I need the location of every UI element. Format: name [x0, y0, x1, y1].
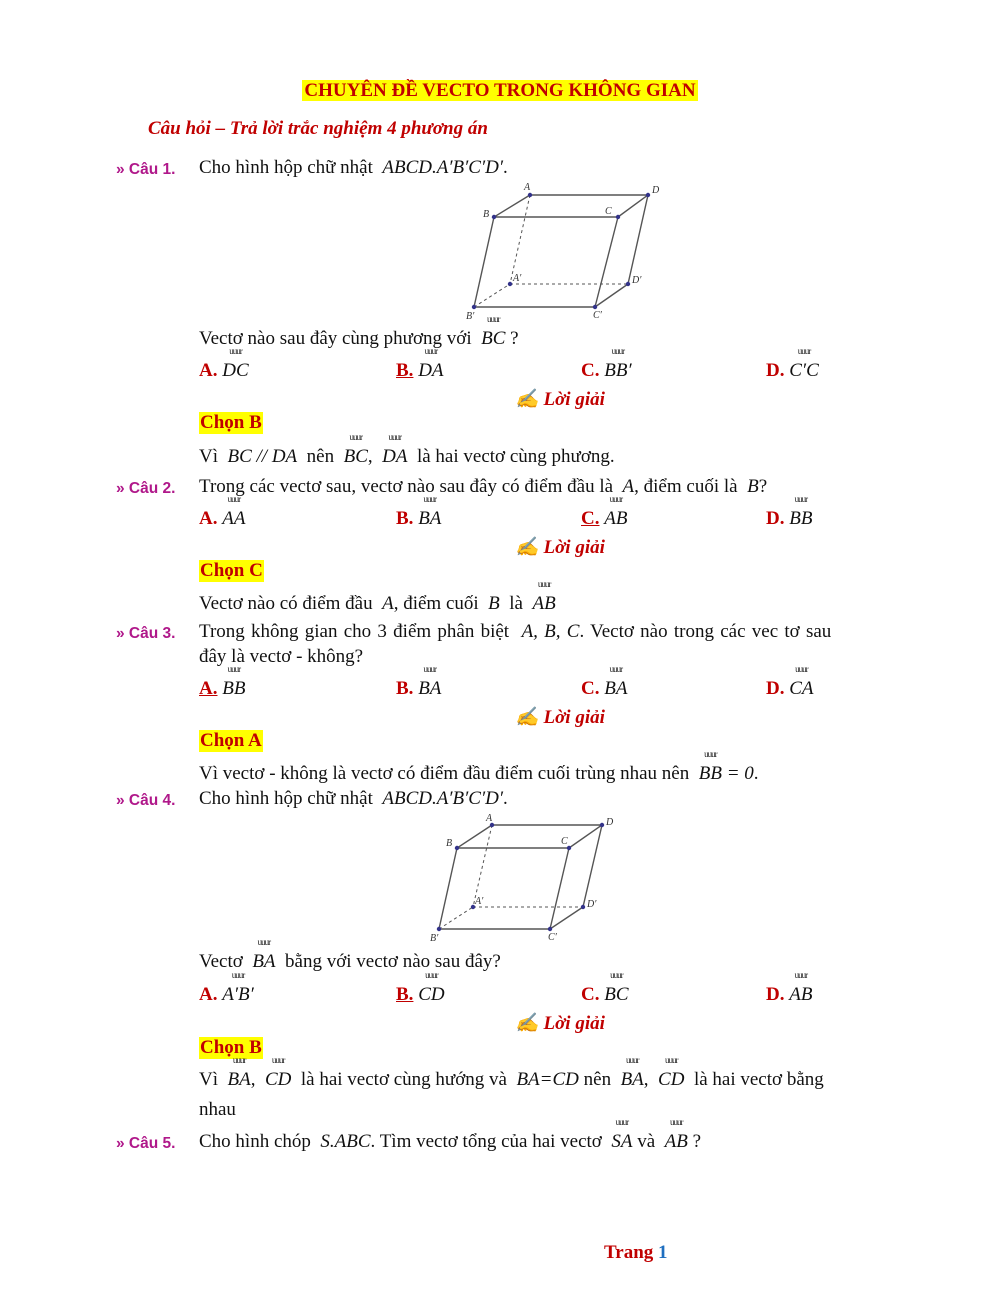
question-4-text: Cho hình hộp chữ nhật ABCD.A′B′C′D′.	[199, 788, 508, 809]
fig2-label-c: C	[561, 836, 568, 847]
question-3-text: Trong không gian cho 3 điểm phân biệt A, B, C. Vectơ nào trong các vec tơ sau	[199, 621, 832, 642]
fig1-label-a2: A′	[513, 273, 522, 284]
fig2-label-d: D	[606, 817, 614, 828]
fig2-label-b2: B′	[430, 933, 439, 944]
question-5-label: » Câu 5.	[116, 1135, 176, 1152]
question-4-ask: Vectơ uuur BA bằng với vectơ nào sau đây?	[199, 951, 501, 973]
q3-option-d[interactable]: D. uuur CA	[766, 678, 814, 700]
question-1-label: » Câu 1.	[116, 161, 176, 178]
q3-solution-heading: ✍ Lời giải	[515, 707, 605, 728]
q1-answer: Chọn B	[200, 412, 262, 433]
q1-option-b[interactable]: B. uuur DA	[396, 360, 444, 382]
q2-option-b[interactable]: B. uuur BA	[396, 508, 441, 530]
q4-explanation: Vì uuur BA, uuur CD là hai vectơ cùng hướng và BA=CD nên uuur BA, uuur CD là hai vectơ bằng	[199, 1069, 824, 1091]
question-1-text: Cho hình hộp chữ nhật ABCD.A′B′C′D′.	[199, 157, 508, 178]
fig2-label-b: B	[446, 838, 453, 849]
q4-explanation-line2: nhau	[199, 1099, 236, 1120]
q4-option-a[interactable]: A. uuur A′B′	[199, 984, 254, 1006]
fig1-label-b2: B′	[466, 311, 475, 322]
question-1-ask: Vectơ nào sau đây cùng phương với uuur BC ?	[199, 328, 519, 350]
box-figure-2	[425, 813, 625, 948]
q3-option-c[interactable]: C. uuur BA	[581, 678, 627, 700]
q1-option-d[interactable]: D. uuur C′C	[766, 360, 819, 382]
q4-option-b[interactable]: B. uuur CD	[396, 984, 445, 1006]
page-footer: Trang 1	[604, 1242, 668, 1263]
q4-solution-heading: ✍ Lời giải	[515, 1013, 605, 1034]
q2-explanation: Vectơ nào có điểm đầu A, điểm cuối B là uuur AB	[199, 593, 556, 615]
q3-answer: Chọn A	[200, 730, 262, 751]
question-2-text: Trong các vectơ sau, vectơ nào sau đây có điểm đầu là A, điểm cuối là B?	[199, 476, 768, 497]
question-2-label: » Câu 2.	[116, 480, 176, 497]
subtitle: Câu hỏi – Trả lời trắc nghiệm 4 phương án	[148, 118, 488, 139]
q3-option-a[interactable]: A. uuur BB	[199, 678, 245, 700]
fig1-label-b: B	[483, 209, 490, 220]
q4-option-c[interactable]: C. uuur BC	[581, 984, 629, 1006]
q1-explanation: Vì BC // DA nên uuur BC, uuur DA là hai vectơ cùng phương.	[199, 446, 615, 468]
q2-option-d[interactable]: D. uuur BB	[766, 508, 812, 530]
q2-answer: Chọn C	[200, 560, 263, 581]
document-title: CHUYÊN ĐỀ VECTO TRONG KHÔNG GIAN	[304, 80, 696, 101]
question-4-label: » Câu 4.	[116, 792, 176, 809]
q4-answer: Chọn B	[200, 1037, 262, 1058]
fig1-label-d: D	[652, 185, 660, 196]
q3-explanation: Vì vectơ - không là vectơ có điểm đầu điểm cuối trùng nhau nên uuur BB = 0.	[199, 763, 759, 785]
fig1-label-c2: C′	[593, 310, 602, 321]
q3-option-b[interactable]: B. uuur BA	[396, 678, 441, 700]
q2-option-c[interactable]: C. uuur AB	[581, 508, 627, 530]
fig2-label-a: A	[486, 813, 493, 824]
q1-solution-heading: ✍ Lời giải	[515, 389, 605, 410]
q1-option-c[interactable]: C. uuur BB′	[581, 360, 632, 382]
fig2-label-d2: D′	[587, 899, 597, 910]
q2-solution-heading: ✍ Lời giải	[515, 537, 605, 558]
fig1-label-a: A	[524, 182, 531, 193]
fig2-label-a2: A′	[475, 896, 484, 907]
box-figure-1	[460, 180, 680, 325]
question-3-label: » Câu 3.	[116, 625, 176, 642]
q4-option-d[interactable]: D. uuur AB	[766, 984, 812, 1006]
page-number: 1	[658, 1242, 668, 1263]
question-5-text: Cho hình chóp S.ABC. Tìm vectơ tổng của hai vectơ uuur SA và uuur AB ?	[199, 1131, 701, 1153]
fig1-label-d2: D′	[632, 275, 642, 286]
fig1-label-c: C	[605, 206, 612, 217]
q2-option-a[interactable]: A. uuur AA	[199, 508, 245, 530]
question-3-text-line2: đây là vectơ - không?	[199, 646, 364, 667]
q1-option-a[interactable]: A. uuur DC	[199, 360, 249, 382]
fig2-label-c2: C′	[548, 932, 557, 943]
